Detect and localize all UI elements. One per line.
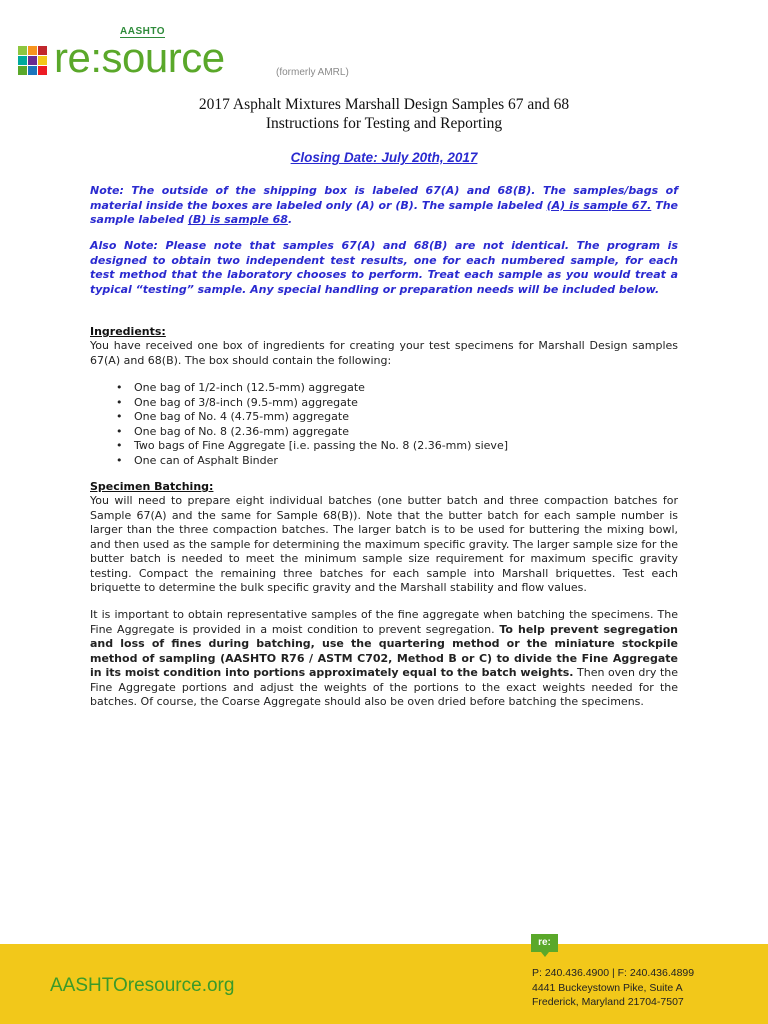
ingredients-list <box>116 381 508 468</box>
footer-city: Frederick, Maryland 21704-7507 <box>532 996 684 1008</box>
footer-contact <box>532 966 694 1010</box>
logo-formerly-text: (formerly AMRL) <box>276 67 349 78</box>
batching-paragraph-2 <box>90 608 678 710</box>
document-title-line2: Instructions for Testing and Reporting <box>265 115 503 132</box>
logo-wordmark: re:source <box>54 34 225 81</box>
ingredients-heading: Ingredients: <box>90 325 166 338</box>
shipping-note-mid: The sample labeled <box>90 198 678 226</box>
footer-phone: P: 240.436.4900 | F: 240.436.4899 <box>532 967 695 979</box>
logo-color-grid-icon <box>18 46 48 76</box>
shipping-note-end: . <box>287 213 293 226</box>
footer-re-badge-icon: re: <box>531 934 558 952</box>
list-item: • One bag of 3/8-inch (9.5-mm) aggregate <box>116 396 508 411</box>
logo-aashto-text: AASHTO <box>120 26 166 37</box>
batching-p2-bold: To help prevent segregation and loss of fines during batching, use the quartering method or the miniature stockpile method of sampling (AASHTO R76 / ASTM C702, Method B or C) to divide the Fine Aggregate in its moist condition into portions approximately equal to the batch weights. <box>90 622 678 679</box>
list-item: • One bag of No. 8 (2.36-mm) aggregate <box>116 425 508 440</box>
also-note: Also Note: Please note that samples 67(A) and 68(B) are not identical. The program is designed to obtain two independent test results, one for each numbered sample, for each test method that the laboratory chooses to perform. Treat each sample as you would treat a typical “testing” sample. Any special handling or preparation needs will be included below. <box>90 239 678 296</box>
batching-p2-end: Then oven dry the Fine Aggregate portions and adjust the weights of the portions to the exact weights needed for the batches. Of course, the Coarse Aggregate should also be oven dried before batching the specimens. <box>90 666 678 708</box>
shipping-note-text: Note: The outside of the shipping box is labeled 67(A) and 68(B). The samples/bags of material inside the boxes are labeled only (A) or (B). The sample labeled <box>90 184 678 212</box>
sample-b-label: (B) is sample 68 <box>187 213 288 226</box>
shipping-note <box>90 184 678 228</box>
aashto-resource-logo <box>18 26 358 88</box>
batching-heading: Specimen Batching: <box>90 480 214 493</box>
batching-paragraph-1: You will need to prepare eight individual batches (one butter batch and three compaction batches for Sample 67(A) and the same for Sample 68(B)). Note that the butter batch for each sample number is larger than the three compaction batches. The larger batch is to be used for buttering the mixing bowl, and then used as the sample for determining the maximum specific gravity. The larger sample size for the butter batch is needed to meet the minimum sample size requirement for maximum specific gravity testing. Compact the remaining three batches for each sample into Marshall briquettes. Test each briquette to determine the bulk specific gravity and the Marshall stability and flow values. <box>90 494 678 594</box>
ingredients-intro: You have received one box of ingredients for creating your test specimens for Marshall Design samples 67(A) and 68(B). The box should contain the following: <box>90 339 678 367</box>
footer-website: AASHTOresource.org <box>50 975 235 996</box>
list-item: • One can of Asphalt Binder <box>116 454 508 469</box>
list-item: • One bag of No. 4 (4.75-mm) aggregate <box>116 410 508 425</box>
batching-p2-start: It is important to obtain representative samples of the fine aggregate when batching the specimens. The Fine Aggregate is provided in a moist condition to prevent segregation. <box>90 608 678 636</box>
footer-street: 4441 Buckeystown Pike, Suite A <box>532 981 683 994</box>
closing-date <box>0 150 768 165</box>
document-title-line1: 2017 Asphalt Mixtures Marshall Design Samples 67 and 68 <box>198 96 570 113</box>
list-item: • Two bags of Fine Aggregate [i.e. passing the No. 8 (2.36-mm) sieve] <box>116 439 508 454</box>
closing-date-label: Closing Date: July 20th, 2017 <box>290 150 478 165</box>
sample-a-label: (A) is sample 67. <box>546 198 652 212</box>
footer-bar <box>0 944 768 1024</box>
list-item: • One bag of 1/2-inch (12.5-mm) aggregate <box>116 381 508 396</box>
